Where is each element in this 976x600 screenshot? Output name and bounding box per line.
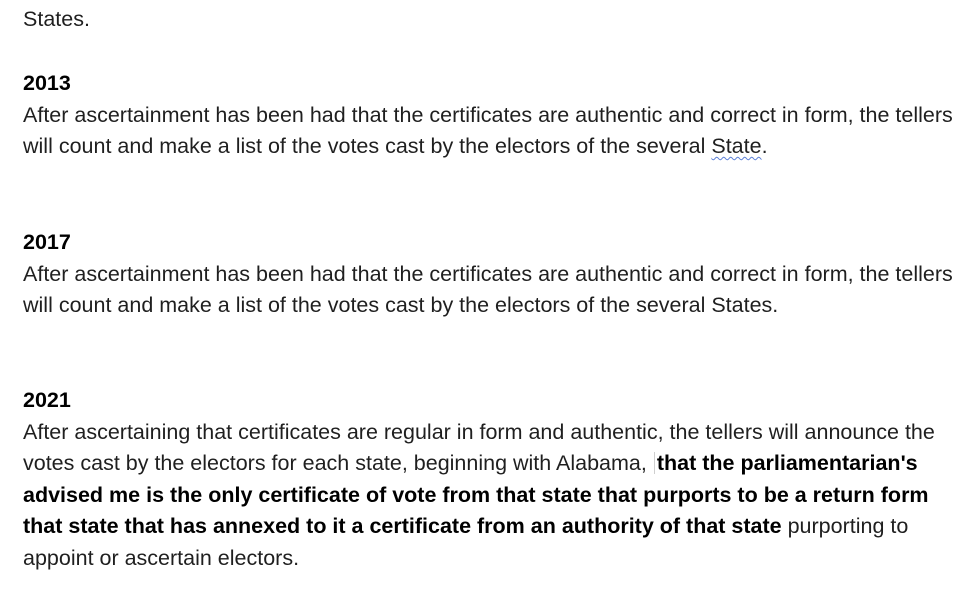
spellcheck-flagged-word[interactable]: State xyxy=(711,134,762,158)
previous-paragraph-fragment: States. xyxy=(23,7,90,31)
paragraph-text xyxy=(23,100,963,163)
bold-highlighted-text: that the parliamentarian's advised me is the only certificate of vote from that state that purports to be a return form that state that has annexed to it a certificate from an authority of that state xyxy=(23,451,929,538)
paragraph-text-segment: . xyxy=(761,134,768,158)
year-heading: 2013 xyxy=(23,71,71,95)
section-2017 xyxy=(23,227,963,322)
section-2013 xyxy=(23,68,963,163)
paragraph-text-segment: After ascertaining that certificates are regular in form and authentic, the tellers will announce the votes cast by the electors for each state, beginning with Alabama, xyxy=(23,419,935,475)
year-heading: 2021 xyxy=(23,388,71,412)
text-cursor-marker xyxy=(654,452,655,474)
section-2021 xyxy=(23,385,963,574)
paragraph-text: After ascertainment has been had that the certificates are authentic and correct in form, the tellers will count and make a list of the votes cast by the electors of the several States. xyxy=(23,261,953,317)
paragraph-text-segment: After ascertainment has been had that the certificates are authentic and correct in form, the tellers will count and make a list of the votes cast by the electors of the several xyxy=(23,102,953,158)
paragraph-text xyxy=(23,417,963,575)
paragraph-text-segment: purporting to appoint or ascertain electors. xyxy=(23,514,909,570)
year-heading: 2017 xyxy=(23,230,71,254)
